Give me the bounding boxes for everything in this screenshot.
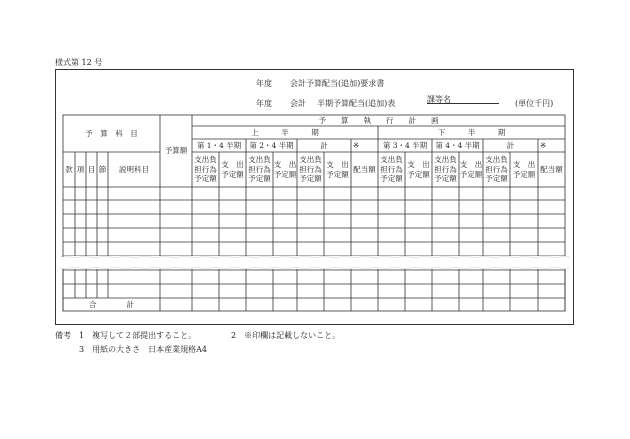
subtitle-year: 年度	[256, 99, 272, 108]
sub-futan-4: 支出負担行為予定額	[434, 155, 457, 184]
sub-futan-1: 支出負担行為予定額	[194, 155, 217, 184]
header-q3: 第 3・4 半期	[382, 140, 428, 150]
sub-futan-kei-lower: 支出負担行為予定額	[485, 155, 508, 184]
sub-yotei-4: 支 出予定額	[459, 160, 483, 179]
header-kan: 款	[65, 164, 73, 174]
note-2: 2 ※印欄は記載しないこと。	[231, 331, 341, 340]
sub-futan-2: 支出負担行為予定額	[248, 155, 271, 184]
sub-haito-lower: 配当額	[540, 164, 563, 174]
header-yosangaku: 予算額	[164, 146, 188, 156]
header-kome-lower: ※	[540, 140, 547, 150]
form-number: 様式第 12 号	[55, 58, 103, 67]
sub-yotei-1: 支 出予定額	[221, 160, 244, 179]
header-shimo-hanki: 下 半 期	[437, 127, 506, 137]
note-3: 3 用紙の大きさ 日本産業規格A4	[79, 345, 207, 354]
header-kou: 項	[76, 164, 85, 174]
header-moku: 目	[87, 164, 96, 174]
notes-label: 備考	[55, 331, 71, 340]
sub-haito-upper: 配当額	[353, 164, 376, 174]
title-request: 会計予算配当(追加)要求書	[290, 79, 385, 88]
header-setsumei: 説明科目	[119, 164, 149, 174]
note-1: 1 複写して２部提出すること。	[79, 331, 197, 340]
sub-yotei-3: 支 出予定額	[407, 160, 430, 179]
header-q4: 第 4・4 半期	[435, 140, 480, 150]
header-q1: 第 1・4 半期	[196, 140, 242, 150]
header-shikko-keikaku: 予 算 執 行 計 画	[318, 115, 439, 125]
header-setsu: 節	[98, 164, 107, 174]
unit-label: (単位千円)	[515, 99, 554, 108]
sub-yotei-2: 支 出予定額	[273, 160, 297, 179]
sub-yotei-kei-upper: 支 出予定額	[326, 160, 349, 179]
subtitle-table: 半期予算配当(追加)表	[317, 99, 396, 108]
total-label: 合 計	[89, 299, 134, 309]
header-kami-hanki: 上 半 期	[251, 127, 319, 137]
header-yosan-kamoku: 予 算 科 目	[85, 128, 138, 138]
sub-yotei-kei-lower: 支 出予定額	[512, 160, 536, 179]
title-year: 年度	[256, 79, 272, 88]
header-kome-upper: ※	[353, 140, 360, 150]
subtitle-kaikei: 会計	[290, 99, 306, 108]
header-q2: 第 2・4 半期	[249, 140, 294, 150]
sub-futan-3: 支出負担行為予定額	[380, 155, 403, 184]
dept-label: 課等名	[427, 95, 451, 104]
header-kei-lower: 計	[506, 140, 515, 150]
header-kei-upper: 計	[320, 140, 328, 150]
sub-futan-kei-upper: 支出負担行為予定額	[299, 155, 322, 184]
